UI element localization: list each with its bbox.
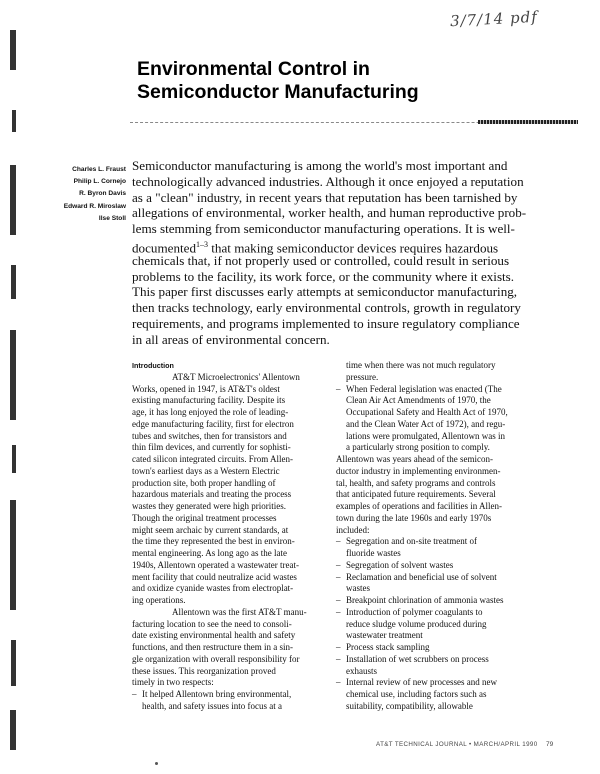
- body-line: Allentown was the first AT&T manu-: [172, 606, 307, 617]
- body-line: and oxidize cyanide wastes from electroplat-: [132, 583, 294, 594]
- scan-binding-edge: [0, 0, 26, 774]
- bullet-continuation: Clean Air Act Amendments of 1970, the: [346, 395, 491, 406]
- abstract-line: allegations of environmental, worker health, and human reproductive prob-: [132, 205, 527, 221]
- bullet-line: – Internal review of new processes and new: [336, 677, 568, 689]
- body-line: these issues. This reorganization proved: [132, 665, 276, 676]
- author: Ilse Stoll: [98, 214, 126, 222]
- abstract-line-rest: that making semiconductor devices requires hazardous: [211, 240, 499, 256]
- bullet-line: – When Federal legislation was enacted (The: [336, 384, 568, 396]
- bullet-line: – Process stack sampling: [336, 642, 568, 654]
- bullet-continuation: time when there was not much regulatory: [346, 360, 496, 370]
- body-line: production site, both proper handling of: [132, 477, 276, 488]
- abstract-line-with-refs: [132, 237, 564, 256]
- body-line: hazardous materials and treating the process: [132, 489, 292, 500]
- bullet-continuation: lations were promulgated, Allentown was in: [346, 430, 505, 441]
- body-line: cated silicon integrated circuits. From Allen-: [132, 454, 293, 464]
- bullet-line: – Installation of wet scrubbers on process: [336, 654, 568, 666]
- body-line: might seem archaic by current standards, at: [132, 524, 289, 535]
- body-line: ing operations.: [132, 595, 186, 605]
- body-line: Allentown was years ahead of the semicon-: [336, 454, 493, 464]
- handwritten-annotation: 3/7/14 pdf: [449, 7, 539, 31]
- body-line: town during the late 1960s and early 1970s: [336, 512, 492, 523]
- body-line: facturing location to see the need to consoli-: [132, 618, 292, 629]
- bullet-line: – It helped Allentown bring environmental,: [132, 689, 332, 701]
- body-line: age, it has long enjoyed the role of leading-: [132, 407, 289, 417]
- author-list: [64, 164, 126, 225]
- bullet-continuation: and the Clean Water Act of 1972), and regu-: [346, 418, 506, 429]
- bullet-line: – Segregation of solvent wastes: [336, 560, 568, 572]
- body-line: the time they represented the best in environ-: [132, 536, 295, 547]
- bullet-continuation: health, and safety issues into focus at a: [142, 700, 282, 711]
- scan-speck: [155, 762, 158, 765]
- body-line: that anticipated future requirements. Several: [336, 489, 496, 500]
- abstract-line: chemicals that, if not properly used or controlled, could result in serious: [132, 252, 510, 268]
- bullet-line: – Segregation and on-site treatment of: [336, 536, 568, 548]
- bullet-line: – Reclamation and beneficial use of solvent: [336, 572, 568, 584]
- page-number: 79: [546, 741, 554, 748]
- abstract-line: problems to the facility, its work force, or the community where it exists.: [132, 268, 515, 284]
- bullet-continuation: chemical use, including factors such as: [346, 689, 487, 699]
- bullet-continuation: fluoride wastes: [346, 548, 401, 558]
- body-line: mental engineering. As long ago as the late: [132, 548, 287, 558]
- body-line: timely in two respects:: [132, 677, 214, 688]
- journal-footer: AT&T TECHNICAL JOURNAL • MARCH/APRIL 1990: [376, 741, 538, 748]
- abstract-line: as a "clean" industry, in recent years that reputation has been tarnished by: [132, 189, 518, 205]
- bullet-continuation: wastewater treatment: [346, 630, 423, 641]
- bullet-continuation: exhausts: [346, 665, 377, 676]
- bullet-continuation: Occupational Safety and Health Act of 1970,: [346, 407, 508, 417]
- body-line: edge manufacturing facility, first for electron: [132, 418, 294, 429]
- body-line: tal, health, and safety programs and controls: [336, 477, 496, 488]
- abstract-line: This paper first discusses early attempts at semiconductor manufacturing,: [132, 284, 518, 300]
- body-line: ductor industry in implementing environmen-: [336, 465, 501, 476]
- body-line: existing manufacturing facility. Despite its: [132, 395, 286, 406]
- body-line: AT&T Microelectronics' Allentown: [172, 371, 300, 382]
- abstract-line: then tracks technology, early environmental controls, growth in regulatory: [132, 300, 521, 316]
- body-column-right: [336, 360, 568, 713]
- body-line: ment facility that could neutralize acid wastes: [132, 571, 297, 582]
- bullet-continuation: reduce sludge volume produced during: [346, 618, 487, 629]
- body-line: 1940s, Allentown operated a wastewater treat-: [132, 559, 299, 570]
- body-line: Though the original treatment processes: [132, 512, 277, 523]
- article-title: [137, 58, 419, 104]
- body-line: Works, opened in 1947, is AT&T's oldest: [132, 383, 280, 394]
- body-line: date existing environmental health and safety: [132, 630, 296, 641]
- body-line: tubes and switches, then for transistors and: [132, 430, 287, 441]
- bullet-line: – Introduction of polymer coagulants to: [336, 607, 568, 619]
- abstract-line: in all areas of environmental concern.: [132, 331, 330, 347]
- abstract-line: Semiconductor manufacturing is among the world's most important and: [132, 158, 508, 173]
- body-line: gle organization with overall responsibility for: [132, 653, 300, 664]
- body-line: included:: [336, 524, 370, 535]
- body-line: functions, and then restructure them in a sin-: [132, 642, 293, 652]
- title-line-2: Semiconductor Manufacturing: [137, 81, 419, 103]
- author: R. Byron Davis: [79, 190, 126, 198]
- abstract: [132, 158, 564, 348]
- reference-superscript: 1–3: [196, 239, 208, 249]
- bullet-continuation: suitability, compatibility, allowable: [346, 700, 473, 711]
- title-divider-accent: [478, 120, 578, 124]
- bullet-continuation: pressure.: [346, 371, 379, 382]
- bullet-continuation: a particularly strong position to comply.: [346, 442, 490, 453]
- author: Philip L. Cornejo: [73, 178, 126, 186]
- abstract-line: requirements, and programs implemented to insure regulatory compliance: [132, 315, 520, 331]
- author: Edward R. Miroslaw: [63, 202, 126, 210]
- body-line: examples of operations and facilities in Allen-: [336, 501, 502, 511]
- body-line: wastes they generated were high priorities.: [132, 501, 286, 511]
- title-line-1: Environmental Control in: [137, 58, 370, 80]
- author: Charles L. Fraust: [72, 166, 126, 173]
- section-heading: Introduction: [132, 361, 174, 370]
- abstract-line: lems stemming from semiconductor manufacturing operations. It is well-: [132, 221, 515, 237]
- body-line: town's earliest days as a Western Electric: [132, 465, 280, 476]
- abstract-word: documented: [132, 240, 196, 256]
- bullet-line: – Breakpoint chlorination of ammonia wastes: [336, 595, 568, 607]
- body-column-left: [132, 360, 332, 713]
- body-line: thin film devices, and currently for sophisti-: [132, 442, 291, 453]
- bullet-continuation: wastes: [346, 583, 370, 594]
- abstract-line: technologically advanced industries. Although it once enjoyed a reputation: [132, 173, 524, 189]
